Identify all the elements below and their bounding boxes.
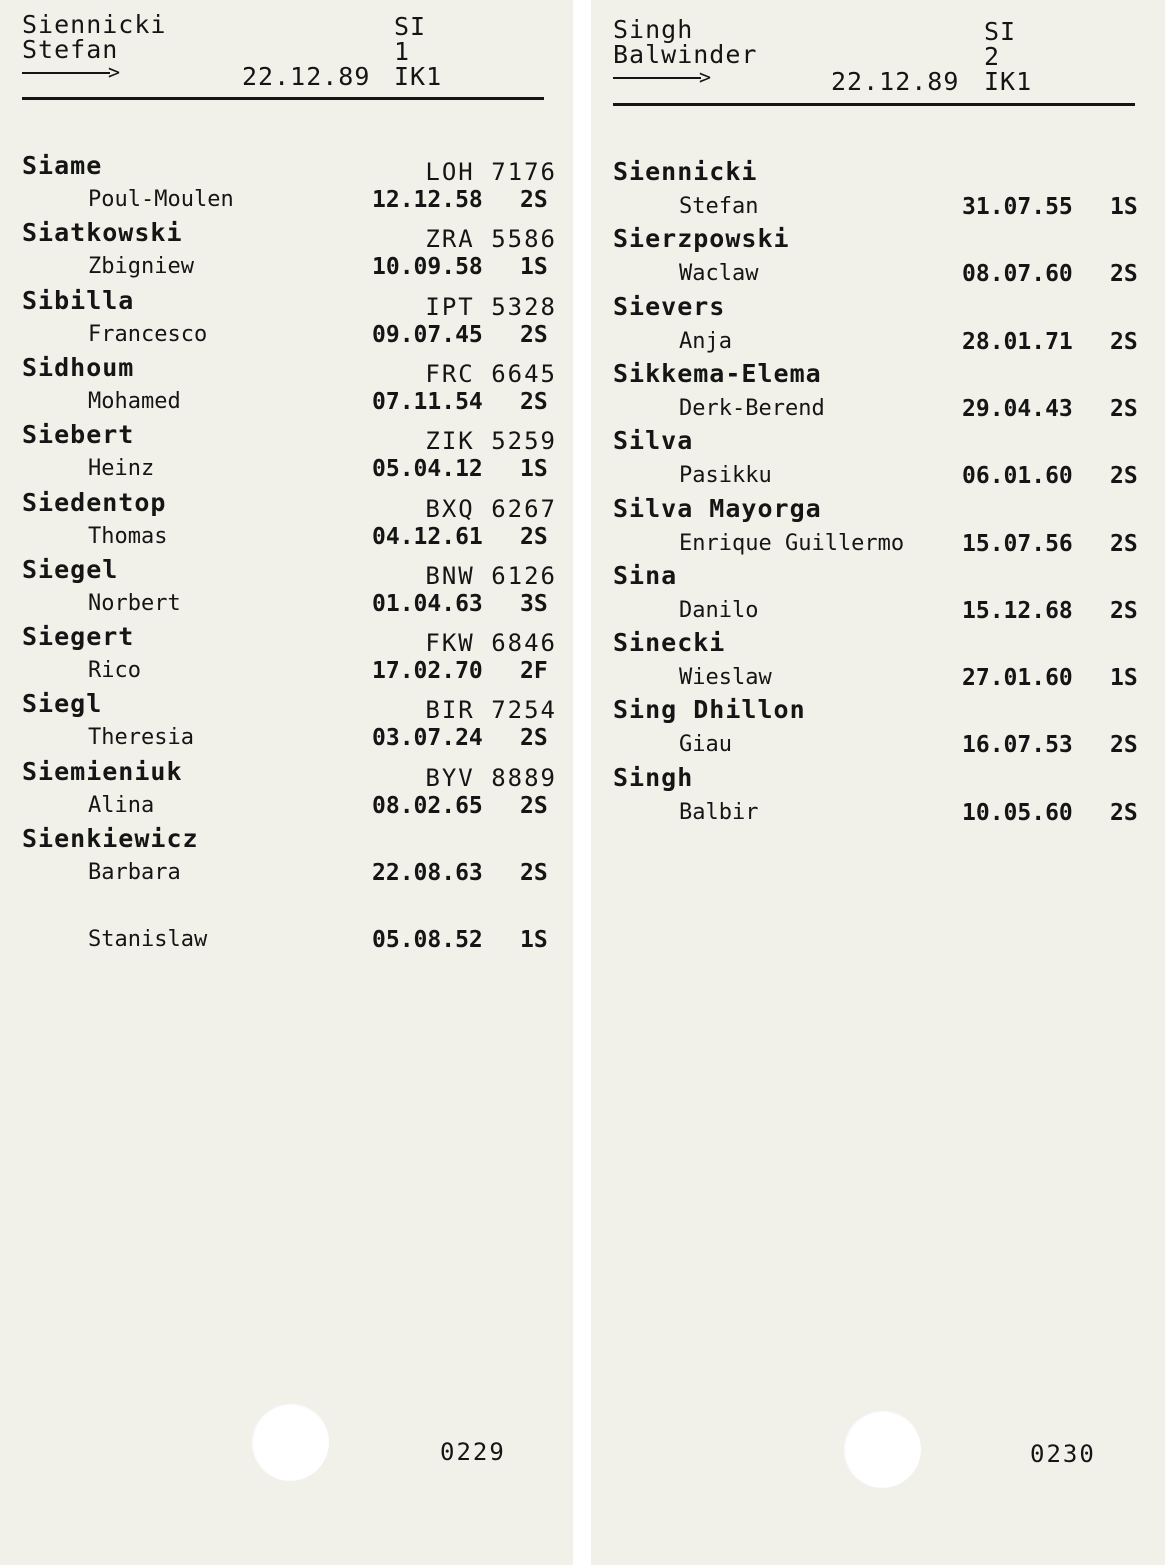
entry-flag: 2S xyxy=(520,187,548,213)
entry-surname: Silva xyxy=(613,426,694,456)
entry-surname: Sievers xyxy=(613,291,726,321)
entry-code: FKW 6846 xyxy=(425,629,557,658)
entry-flag: 2S xyxy=(1110,395,1138,422)
entry-given-name: Norbert xyxy=(88,590,181,616)
entry-flag: 2S xyxy=(520,792,548,819)
entry-date: 06.01.60 xyxy=(962,463,1073,490)
card-number: 0229 xyxy=(440,1438,506,1466)
entry-given-name: Enrique Guillermo xyxy=(679,530,905,556)
entry-date: 16.07.53 xyxy=(962,732,1073,759)
entry-date: 01.04.63 xyxy=(372,590,483,617)
entry-given-name: Danilo xyxy=(679,597,759,623)
entry-given-name: Mohamed xyxy=(88,388,181,414)
header-rule xyxy=(613,103,1135,106)
entry-surname: Siame xyxy=(22,151,103,180)
entry-date: 28.01.71 xyxy=(962,328,1073,355)
entry-date: 04.12.61 xyxy=(372,523,483,550)
entry-date: 08.07.60 xyxy=(962,261,1073,288)
entry-code: IPT 5328 xyxy=(425,292,557,321)
entry-flag: 2S xyxy=(1110,530,1138,557)
entry-given-name: Heinz xyxy=(88,456,155,482)
entry-date: 09.07.45 xyxy=(372,321,483,348)
entry-surname: Siegl xyxy=(22,689,103,719)
entry-surname: Siebert xyxy=(22,420,135,450)
entry-surname: Sierzpowski xyxy=(613,224,790,254)
entry-given-name: Francesco xyxy=(88,321,208,347)
entry-given-name: Pasikku xyxy=(679,463,772,489)
entry-flag: 2S xyxy=(1110,799,1138,826)
entry-given-name: Alina xyxy=(88,792,155,818)
entry-given-name: Giau xyxy=(679,732,732,758)
entry-flag: 1S xyxy=(520,456,548,483)
entry-surname: Sing Dhillon xyxy=(613,695,806,725)
entry-date: 08.02.65 xyxy=(372,792,483,819)
punch-hole xyxy=(843,1410,921,1488)
entry-given-name: Anja xyxy=(679,328,732,354)
entry-code: ZIK 5259 xyxy=(425,427,557,456)
entry-flag: 2S xyxy=(1110,597,1138,624)
punch-hole xyxy=(251,1403,329,1481)
header-sequence: 2 xyxy=(984,42,1001,71)
entry-code: FRC 6645 xyxy=(425,359,557,388)
entry-date: 15.12.68 xyxy=(962,597,1073,624)
entry-code: BYV 8889 xyxy=(425,763,557,792)
entry-date: 12.12.58 xyxy=(372,187,483,213)
entry-code: BIR 7254 xyxy=(425,696,557,725)
header-series: SI xyxy=(984,17,1017,46)
entry-surname: Silva Mayorga xyxy=(613,493,822,523)
entry-flag: 2S xyxy=(520,725,548,752)
card-separator xyxy=(573,0,591,1565)
entry-date: 10.09.58 xyxy=(372,254,483,281)
entry-flag: 2S xyxy=(1110,261,1138,288)
entry-flag: 2F xyxy=(520,658,548,685)
entry-given-name: Balbir xyxy=(679,799,759,825)
entry-date: 05.04.12 xyxy=(372,456,483,483)
entry-flag: 1S xyxy=(520,927,548,954)
entry-surname: Siegel xyxy=(22,554,119,584)
entry-surname: Siennicki xyxy=(613,157,758,186)
header-date: 22.12.89 xyxy=(831,67,960,96)
entry-surname: Siemieniuk xyxy=(22,756,183,786)
header-given-name: Stefan xyxy=(22,35,119,64)
header-given-name: Balwinder xyxy=(613,40,758,69)
entry-given-name: Thomas xyxy=(88,523,168,549)
entry-flag: 2S xyxy=(1110,463,1138,490)
entry-code: ZRA 5586 xyxy=(425,225,557,254)
entry-given-name: Rico xyxy=(88,658,141,684)
entry-given-name: Waclaw xyxy=(679,261,759,287)
entry-flag: 1S xyxy=(1110,194,1138,220)
entry-flag: 1S xyxy=(520,254,548,281)
arrow-icon: > xyxy=(613,71,713,85)
header-date: 22.12.89 xyxy=(242,62,371,91)
entry-code: BNW 6126 xyxy=(425,561,557,590)
entry-surname: Sienkiewicz xyxy=(22,824,199,853)
entry-date: 03.07.24 xyxy=(372,725,483,752)
entry-date: 22.08.63 xyxy=(372,860,483,886)
entry-surname: Sinecki xyxy=(613,628,726,658)
entry-surname: Sibilla xyxy=(22,285,135,315)
entry-date: 10.05.60 xyxy=(962,799,1073,826)
header-surname: Siennicki xyxy=(22,10,167,39)
entry-date: 29.04.43 xyxy=(962,395,1073,422)
entry-surname: Sidhoum xyxy=(22,352,135,382)
entry-surname: Sikkema-Elema xyxy=(613,358,822,388)
header-rule xyxy=(22,97,544,100)
entry-given-name: Zbigniew xyxy=(88,254,194,280)
entry-date: 05.08.52 xyxy=(372,927,483,954)
entry-date: 15.07.56 xyxy=(962,530,1073,557)
entry-flag: 2S xyxy=(520,523,548,550)
entry-given-name: Poul-Moulen xyxy=(88,187,234,212)
entry-date: 17.02.70 xyxy=(372,658,483,685)
header-sequence: 1 xyxy=(394,37,411,66)
entry-surname: Singh xyxy=(613,762,694,792)
entry-surname: Siatkowski xyxy=(22,218,183,248)
header-code: IK1 xyxy=(394,62,443,91)
header-series: SI xyxy=(394,12,427,41)
entry-flag: 2S xyxy=(520,860,548,886)
entry-surname: Sina xyxy=(613,560,678,590)
entry-given-name: Stefan xyxy=(679,194,759,219)
card-number: 0230 xyxy=(1030,1440,1096,1468)
entry-date: 27.01.60 xyxy=(962,665,1073,692)
entry-flag: 2S xyxy=(520,321,548,348)
entry-surname: Siegert xyxy=(22,622,135,652)
entry-code: LOH 7176 xyxy=(425,158,557,186)
entry-flag: 2S xyxy=(1110,328,1138,355)
entry-code: BXQ 6267 xyxy=(425,494,557,523)
entry-given-name: Derk-Berend xyxy=(679,395,825,421)
entry-flag: 1S xyxy=(1110,665,1138,692)
entry-flag: 2S xyxy=(1110,732,1138,759)
entry-given-name: Wieslaw xyxy=(679,665,772,691)
entry-surname: Siedentop xyxy=(22,487,167,517)
entry-given-name: Theresia xyxy=(88,725,194,751)
entry-flag: 2S xyxy=(520,388,548,415)
entry-given-name: Barbara xyxy=(88,860,181,885)
arrow-icon: > xyxy=(22,66,122,80)
entry-date: 31.07.55 xyxy=(962,194,1073,220)
entry-given-name: Stanislaw xyxy=(88,927,208,953)
entry-date: 07.11.54 xyxy=(372,388,483,415)
header-surname: Singh xyxy=(613,15,694,44)
entry-flag: 3S xyxy=(520,590,548,617)
header-code: IK1 xyxy=(984,67,1033,96)
